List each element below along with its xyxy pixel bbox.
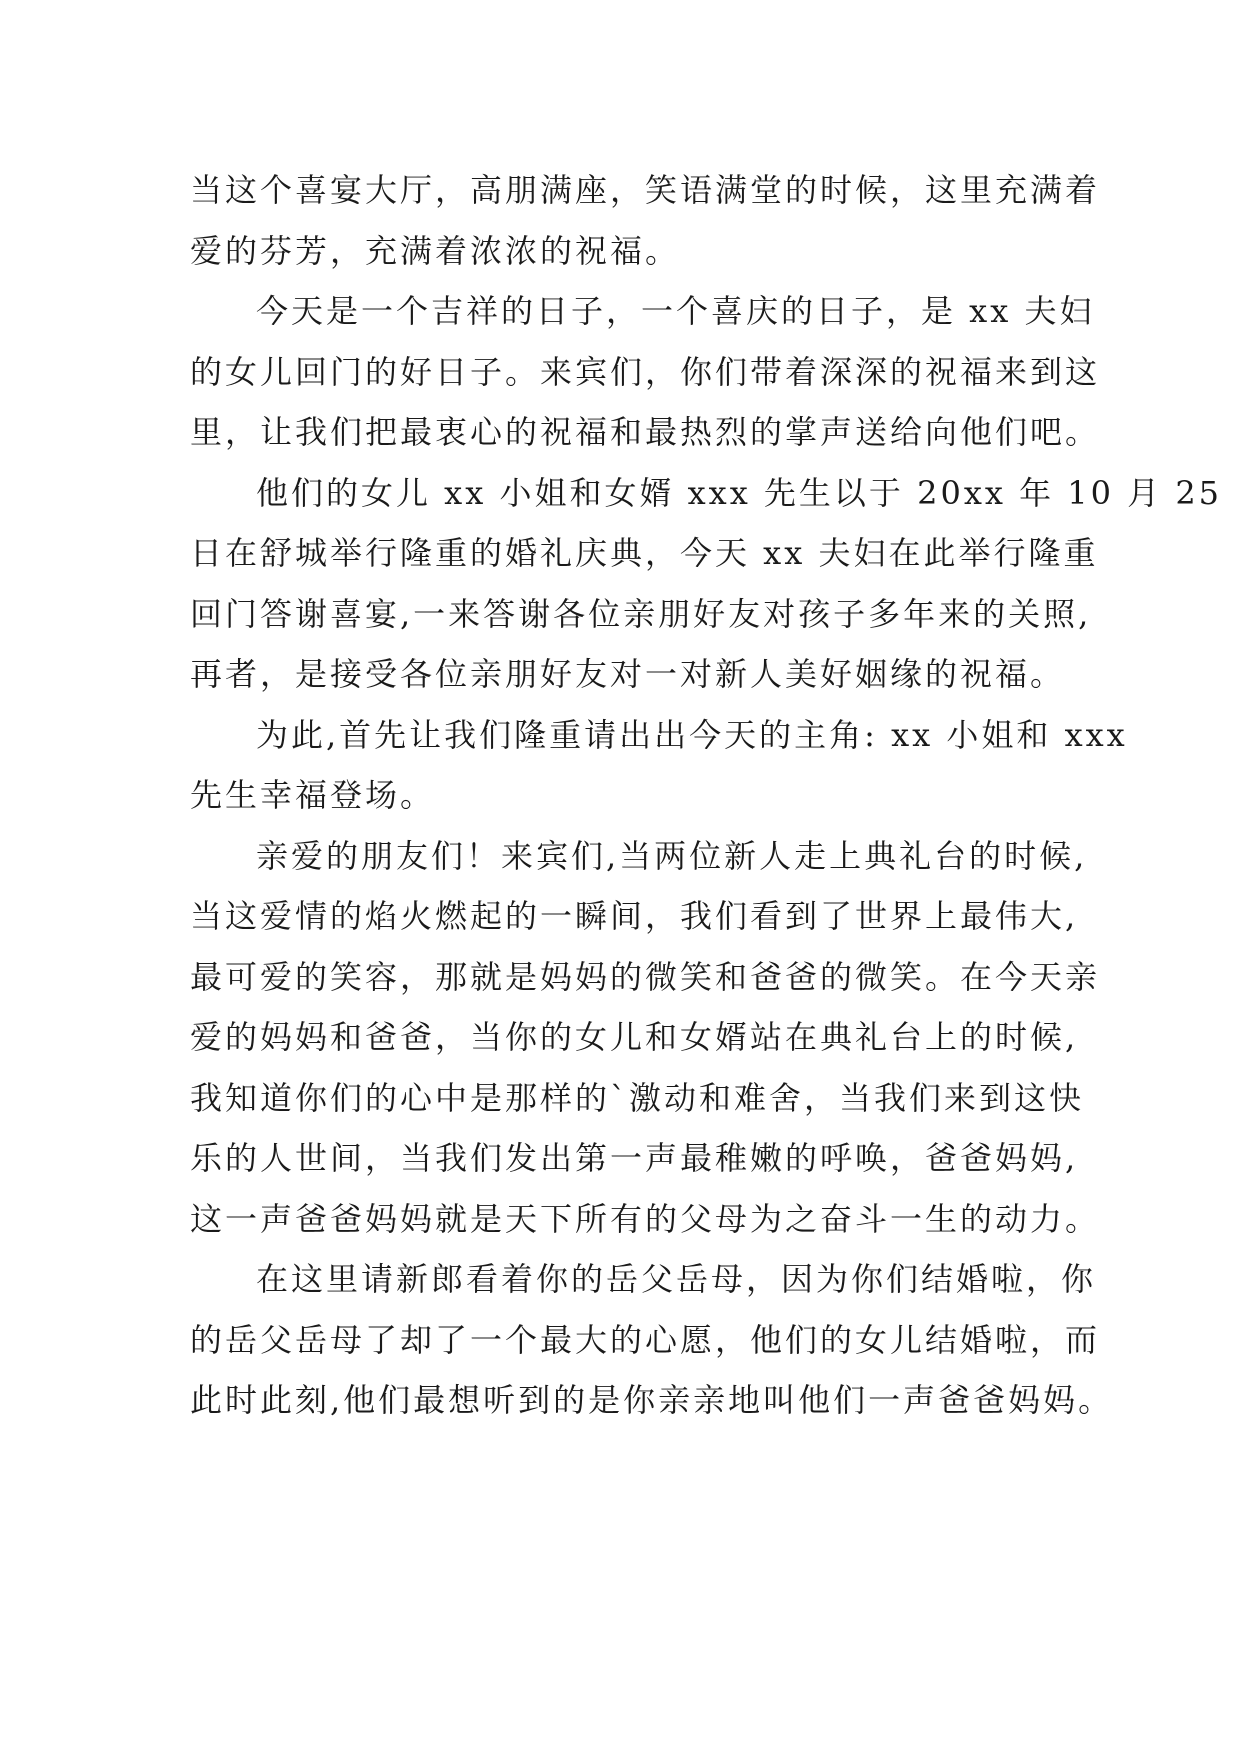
text-line: 在这里请新郎看着你的岳父岳母，因为你们结婚啦，你: [256, 1260, 1097, 1298]
text-line: 日在舒城举行隆重的婚礼庆典，今天 xx 夫妇在此举行隆重: [190, 534, 1099, 572]
text-line: 为此,首先让我们隆重请出出今天的主角: xx 小姐和 xxx: [256, 715, 1128, 754]
paragraph-1: [190, 160, 1101, 281]
document-body: [190, 160, 1223, 1431]
text-line: 最可爱的笑容，那就是妈妈的微笑和爸爸的微笑。在今天亲: [190, 957, 1101, 996]
text-line: 乐的人世间，当我们发出第一声最稚嫩的呼唤，爸爸妈妈,: [190, 1139, 1079, 1177]
text-line: 先生幸福登场。: [190, 776, 436, 814]
text-line: 爱的妈妈和爸爸，当你的女儿和女婿站在典礼台上的时候,: [190, 1018, 1079, 1056]
text-line: 今天是一个吉祥的日子，一个喜庆的日子，是 xx 夫妇: [256, 292, 1095, 330]
paragraph-2: [190, 281, 1101, 463]
text-line: 回门答谢喜宴,一来答谢各位亲朋好友对孩子多年来的关照,: [190, 594, 1092, 633]
text-line: 亲爱的朋友们！来宾们,当两位新人走上典礼台的时候,: [256, 836, 1088, 875]
text-line: 的女儿回门的好日子。来宾们，你们带着深深的祝福来到这: [190, 352, 1101, 391]
text-line: 我知道你们的心中是那样的`激动和难舍，当我们来到这快: [190, 1078, 1085, 1117]
text-line: 这一声爸爸妈妈就是天下所有的父母为之奋斗一生的动力。: [190, 1199, 1101, 1238]
text-line: 他们的女儿 xx 小姐和女婿 xxx 先生以于 20xx 年 10 月 25: [256, 473, 1223, 512]
paragraph-6: [190, 1249, 1114, 1431]
text-line: 当这个喜宴大厅，高朋满座，笑语满堂的时候，这里充满着: [190, 171, 1101, 209]
text-line: 里，让我们把最衷心的祝福和最热烈的掌声送给向他们吧。: [190, 413, 1101, 451]
text-line: 当这爱情的焰火燃起的一瞬间，我们看到了世界上最伟大,: [190, 897, 1079, 935]
paragraph-5: [190, 826, 1101, 1250]
text-line: 的岳父岳母了却了一个最大的心愿，他们的女儿结婚啦，而: [190, 1320, 1101, 1359]
text-line: 再者，是接受各位亲朋好友对一对新人美好姻缘的祝福。: [190, 655, 1066, 693]
text-line: 此时此刻,他们最想听到的是你亲亲地叫他们一声爸爸妈妈。: [190, 1381, 1114, 1419]
paragraph-4: [190, 705, 1128, 826]
paragraph-3: [190, 463, 1223, 705]
text-line: 爱的芬芳，充满着浓浓的祝福。: [190, 231, 681, 270]
